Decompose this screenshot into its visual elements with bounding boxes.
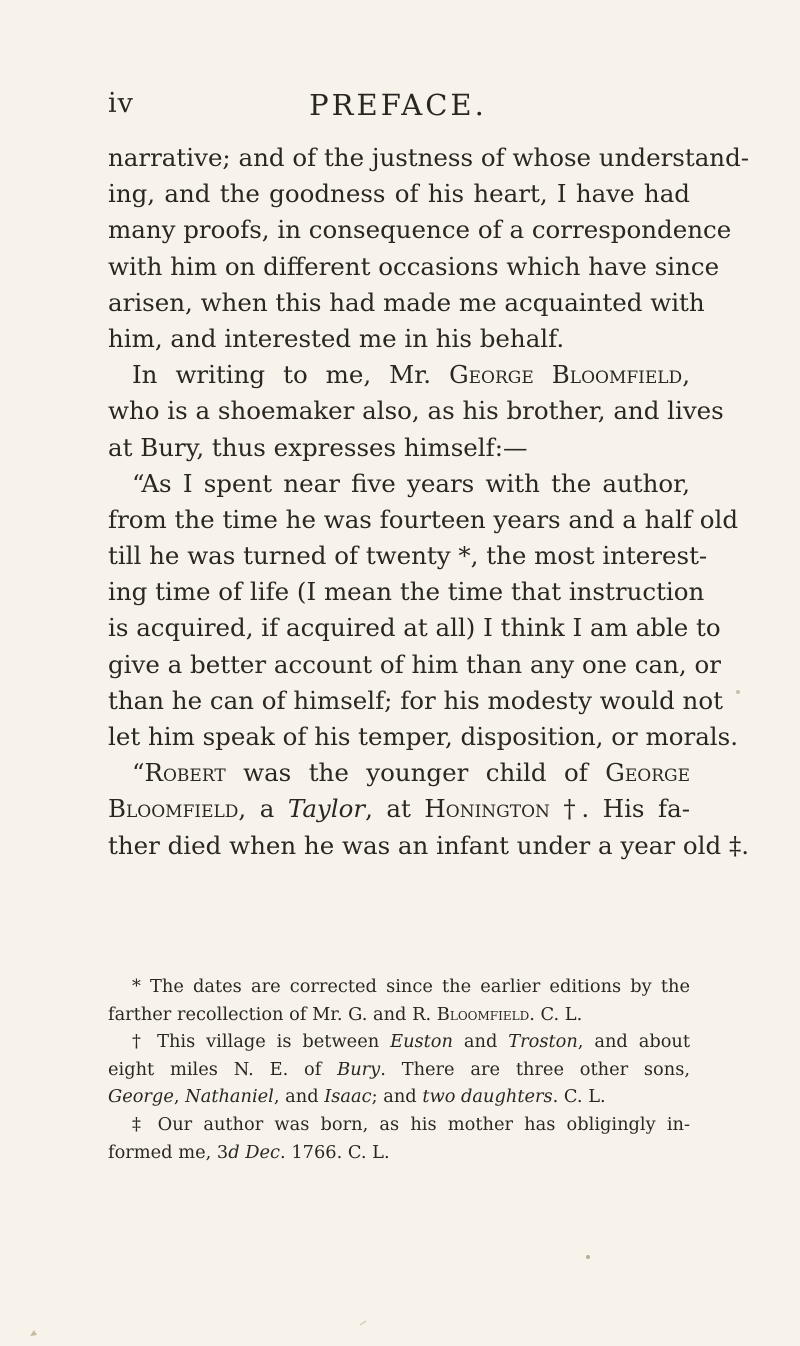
text-line: ing, and the goodness of his heart, I have had — [108, 179, 690, 209]
text-fragment: . C. L. — [529, 1003, 583, 1025]
text-line: him, and interested me in his behalf. — [108, 323, 565, 353]
text-line: “As I spent near five years with the author, — [132, 468, 690, 498]
italic-euston: Euston — [390, 1031, 453, 1053]
text-fragment: . C. L. — [552, 1086, 606, 1108]
text-fragment: eight miles N. E. of — [108, 1058, 338, 1080]
text-line: who is a shoemaker also, as his brother, and lives — [108, 396, 724, 426]
text-fragment: “ — [132, 758, 145, 788]
footnote-line: * The dates are corrected since the earlier editions by the — [132, 976, 690, 997]
text-line: ing time of life (I mean the time that instruction — [108, 577, 705, 607]
italic-taylor: Taylor — [287, 794, 366, 824]
text-fragment: ; and — [371, 1086, 423, 1108]
ink-speck — [586, 1255, 590, 1259]
text-fragment: farther recollection of Mr. G. and R. — [108, 1003, 437, 1025]
text-line: than he can of himself; for his modesty would not — [108, 685, 723, 715]
text-fragment: , at — [365, 794, 425, 824]
footnote-line: ‡ Our author was born, as his mother has obligingly in- — [132, 1113, 690, 1135]
text-fragment: †. His fa- — [549, 794, 690, 824]
text-line: narrative; and of the justness of whose understand- — [108, 143, 750, 172]
name-george: George — [605, 758, 690, 788]
text-fragment: formed me, 3 — [108, 1141, 229, 1163]
text-line: at Bury, thus expresses himself:— — [108, 432, 528, 462]
ink-speck — [30, 1330, 37, 1336]
text-fragment: † This village is between — [132, 1031, 391, 1053]
page-number: iv — [108, 88, 134, 119]
text-fragment: was the younger child of — [225, 758, 606, 788]
ink-speck — [360, 1321, 366, 1325]
text-line: with him on different occasions which have since — [108, 251, 720, 281]
text-fragment: and — [452, 1031, 509, 1053]
text-line: give a better account of him than any one can, or — [108, 649, 721, 679]
name-robert: Robert — [144, 758, 226, 788]
text-fragment: , a — [238, 794, 288, 824]
text-fragment: , — [173, 1086, 186, 1108]
italic-troston: Troston — [508, 1031, 578, 1053]
text-line: many proofs, in consequence of a correspondence — [108, 215, 732, 245]
text-line: let him speak of his temper, disposition, or morals. — [108, 722, 739, 751]
italic-bury: Bury — [337, 1058, 381, 1080]
italic-nathaniel: Nathaniel — [185, 1086, 274, 1108]
italic-dec: Dec — [245, 1141, 281, 1163]
text-line: arisen, when this had made me acquainted with — [108, 287, 705, 317]
text-line: is acquired, if acquired at all) I think I am able to — [108, 613, 721, 643]
text-fragment: , and about — [577, 1031, 691, 1053]
italic-two-daughters: two daughters — [422, 1086, 553, 1108]
text-fragment: , and — [273, 1086, 325, 1108]
name-bloomfield: Bloomfield — [108, 794, 239, 824]
text-fragment: In writing to me, Mr. — [132, 360, 450, 390]
name-bloomfield: Bloomfield — [436, 1003, 530, 1025]
text-fragment: . 1766. C. L. — [280, 1141, 390, 1163]
text-line: ther died when he was an infant under a year old ‡. — [108, 830, 749, 860]
text-fragment: . There are three other sons, — [380, 1058, 690, 1080]
place-honington: Honington — [424, 794, 550, 824]
ink-speck — [736, 690, 740, 694]
text-line: from the time he was fourteen years and a half old — [108, 504, 739, 534]
italic-george: George — [108, 1086, 174, 1108]
running-head-title: PREFACE. — [309, 88, 487, 122]
italic-d: d — [228, 1141, 240, 1163]
name-george-bloomfield: George Bloomfield — [449, 360, 683, 390]
text-line: till he was turned of twenty *, the most interest- — [108, 541, 708, 571]
italic-isaac: Isaac — [324, 1086, 372, 1108]
text-fragment: , — [682, 360, 690, 390]
